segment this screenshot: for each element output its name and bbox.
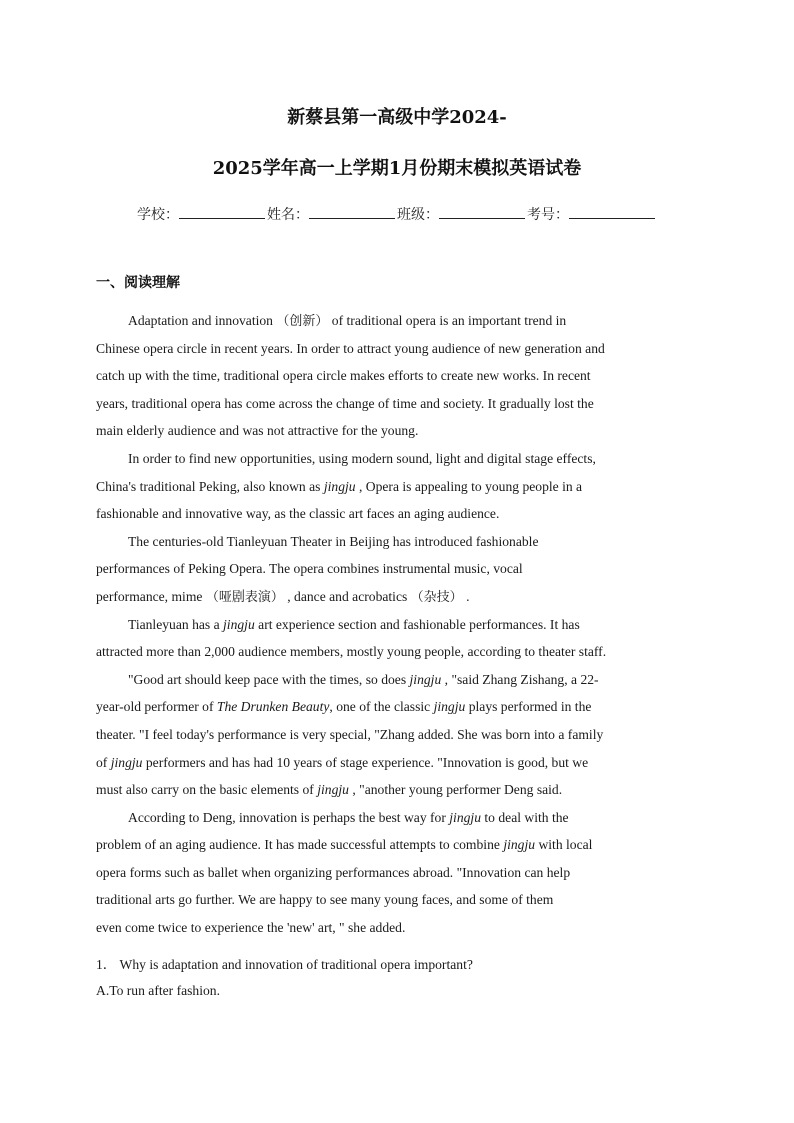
exam-title-line-1: 新蔡县第一高级中学2024- xyxy=(287,107,507,128)
passage-line: China's traditional Peking, also known as jingju , Opera is appealing to young people in a xyxy=(96,478,583,494)
passage-line: of jingju performers and has had 10 years of stage experience. "Innovation is good, but we xyxy=(96,754,589,770)
school-label: 学校： xyxy=(137,207,179,223)
reading-passage xyxy=(96,307,702,942)
passage-line: main elderly audience and was not attractive for the young. xyxy=(96,423,419,439)
exam-number-blank[interactable] xyxy=(569,204,655,219)
passage-line: catch up with the time, traditional opera circle makes efforts to create new works. In recent xyxy=(96,368,591,384)
class-field[interactable] xyxy=(397,204,527,224)
exam-title-line-2: 2025学年高一上学期1月份期末模拟英语试卷 xyxy=(212,158,582,179)
exam-number-field[interactable] xyxy=(527,204,657,224)
passage-line: The centuries-old Tianleyuan Theater in Beijing has introduced fashionable xyxy=(128,533,539,549)
name-field[interactable] xyxy=(267,204,397,224)
passage-line: performance, mime （哑剧表演） , dance and acrobatics （杂技） . xyxy=(96,588,470,605)
class-blank[interactable] xyxy=(439,204,525,219)
passage-line: According to Deng, innovation is perhaps the best way for jingju to deal with the xyxy=(128,809,569,825)
passage-line: theater. "I feel today's performance is very special, "Zhang added. She was born into a family xyxy=(96,726,604,742)
passage-line: traditional arts go further. We are happy to see many young faces, and some of them xyxy=(96,892,554,908)
name-label: 姓名： xyxy=(267,207,309,223)
school-blank[interactable] xyxy=(179,204,265,219)
passage-line: Tianleyuan has a jingju art experience section and fashionable performances. It has xyxy=(128,616,580,632)
name-blank[interactable] xyxy=(309,204,395,219)
section-title: 一、阅读理解 xyxy=(96,275,180,291)
passage-line: Chinese opera circle in recent years. In order to attract young audience of new generation and xyxy=(96,340,605,356)
passage-line: problem of an aging audience. It has made successful attempts to combine jingju with local xyxy=(96,837,593,853)
passage-line: years, traditional opera has come across the change of time and society. It gradually lost the xyxy=(96,395,594,411)
passage-line: must also carry on the basic elements of jingju , "another young performer Deng said. xyxy=(96,782,563,798)
question-1-stem: 1． Why is adaptation and innovation of traditional opera important? xyxy=(96,957,473,972)
passage-line: Adaptation and innovation （创新） of traditional opera is an important trend in xyxy=(128,313,567,329)
question-1-option-a[interactable]: A.To run after fashion. xyxy=(96,983,220,998)
exam-number-label: 考号： xyxy=(527,207,569,223)
school-field[interactable] xyxy=(137,204,267,224)
passage-line: fashionable and innovative way, as the classic art faces an aging audience. xyxy=(96,506,500,522)
passage-line: year-old performer of The Drunken Beauty, one of the classic jingju plays performed in the xyxy=(96,699,592,715)
passage-line: "Good art should keep pace with the times, so does jingju , "said Zhang Zishang, a 22- xyxy=(128,671,599,687)
passage-line: performances of Peking Opera. The opera combines instrumental music, vocal xyxy=(96,561,523,577)
class-label: 班级： xyxy=(397,207,439,223)
passage-line: In order to find new opportunities, using modern sound, light and digital stage effects, xyxy=(128,450,596,466)
passage-line: opera forms such as ballet when organizing performances abroad. "Innovation can help xyxy=(96,864,571,880)
passage-line: even come twice to experience the 'new' art, " she added. xyxy=(96,920,406,936)
student-info-fields xyxy=(0,204,794,224)
passage-line: attracted more than 2,000 audience members, mostly young people, according to theater staff. xyxy=(96,644,607,660)
